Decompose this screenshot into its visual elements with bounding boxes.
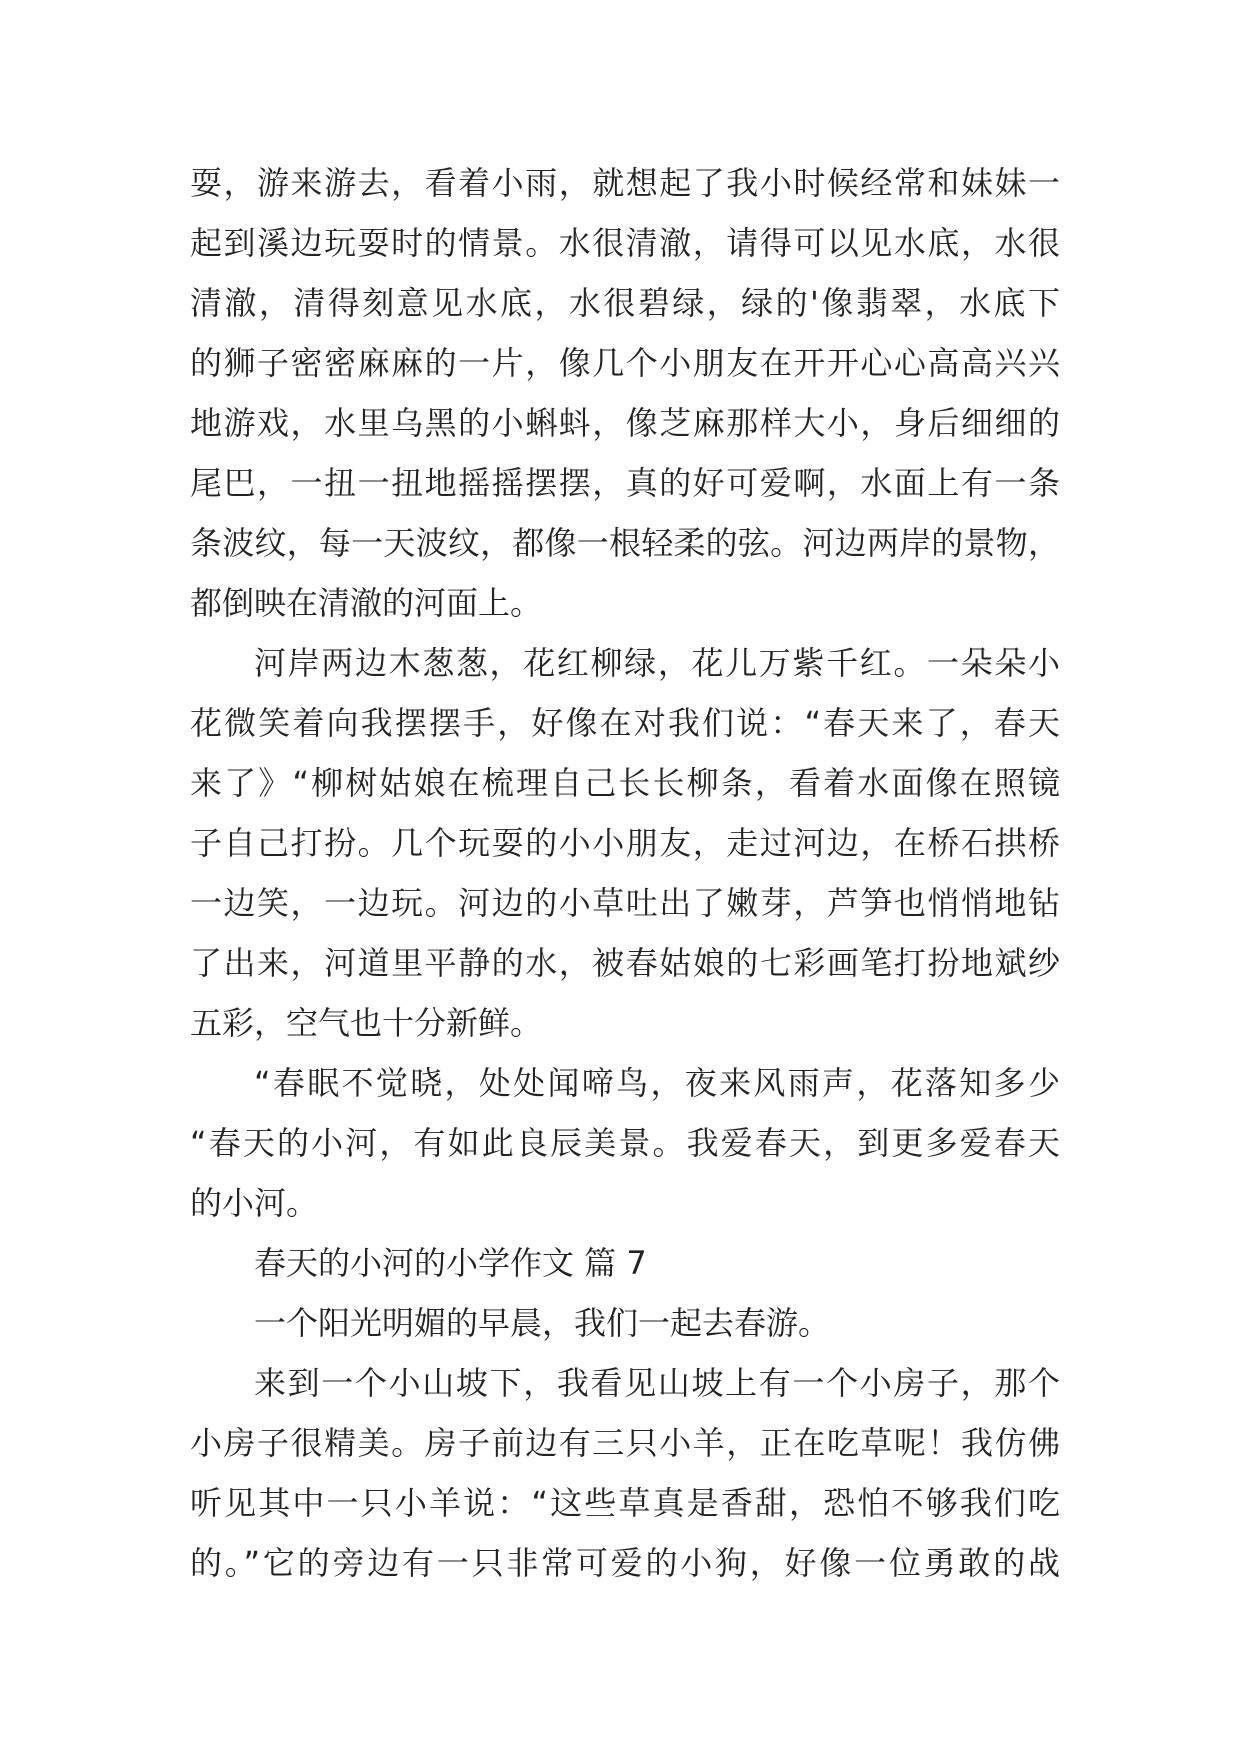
text-line: 来到一个小山坡下，我看见山坡上有一个小房子，那个 <box>254 1364 1060 1402</box>
text-line: 了出来，河道里平静的水，被春姑娘的七彩画笔打扮地斌纱 <box>190 944 1060 982</box>
text-line: 一个阳光明媚的早晨，我们一起去春游。 <box>254 1304 831 1342</box>
text-line: “春眠不觉晓，处处闻啼鸟，夜来风雨声，花落知多少 <box>254 1064 1060 1102</box>
text-line: “春天的小河，有如此良辰美景。我爱春天，到更多爱春天 <box>190 1124 1060 1162</box>
text-line: 来了》“柳树姑娘在梳理自己长长柳条，看着水面像在照镜 <box>190 764 1060 802</box>
text-line: 的。”它的旁边有一只非常可爱的小狗，好像一位勇敢的战 <box>190 1544 1060 1582</box>
text-line: 条波纹，每一天波纹，都像一根轻柔的弦。河边两岸的景物， <box>190 524 1060 562</box>
text-line: 耍，游来游去，看着小雨，就想起了我小时候经常和妹妹一 <box>190 164 1060 202</box>
essay-text <box>190 153 1060 1593</box>
text-line: 的狮子密密麻麻的一片，像几个小朋友在开开心心高高兴兴 <box>190 344 1060 382</box>
text-line: 清澈，清得刻意见水底，水很碧绿，绿的'像翡翠，水底下 <box>190 284 1060 322</box>
text-line: 起到溪边玩耍时的情景。水很清澈，请得可以见水底，水很 <box>190 224 1060 262</box>
text-line: 河岸两边木葱葱，花红柳绿，花儿万紫千红。一朵朵小 <box>254 644 1060 682</box>
text-line: 五彩，空气也十分新鲜。 <box>190 1004 543 1042</box>
text-line: 一边笑，一边玩。河边的小草吐出了嫩芽，芦笋也悄悄地钻 <box>190 884 1060 922</box>
text-line: 听见其中一只小羊说：“这些草真是香甜，恐怕不够我们吃 <box>190 1484 1060 1522</box>
text-line: 尾巴，一扭一扭地摇摇摆摆，真的好可爱啊，水面上有一条 <box>190 464 1060 502</box>
text-line: 都倒映在清澈的河面上。 <box>190 584 543 622</box>
text-line: 小房子很精美。房子前边有三只小羊，正在吃草呢！我仿佛 <box>190 1424 1060 1462</box>
text-line: 春天的小河的小学作文 篇 7 <box>254 1244 647 1282</box>
text-line: 花微笑着向我摆摆手，好像在对我们说：“春天来了，春天 <box>190 704 1060 742</box>
text-line: 子自己打扮。几个玩耍的小小朋友，走过河边，在桥石拱桥 <box>190 824 1060 862</box>
text-line: 地游戏，水里乌黑的小蝌蚪，像芝麻那样大小，身后细细的 <box>190 404 1060 442</box>
text-line: 的小河。 <box>190 1184 319 1222</box>
